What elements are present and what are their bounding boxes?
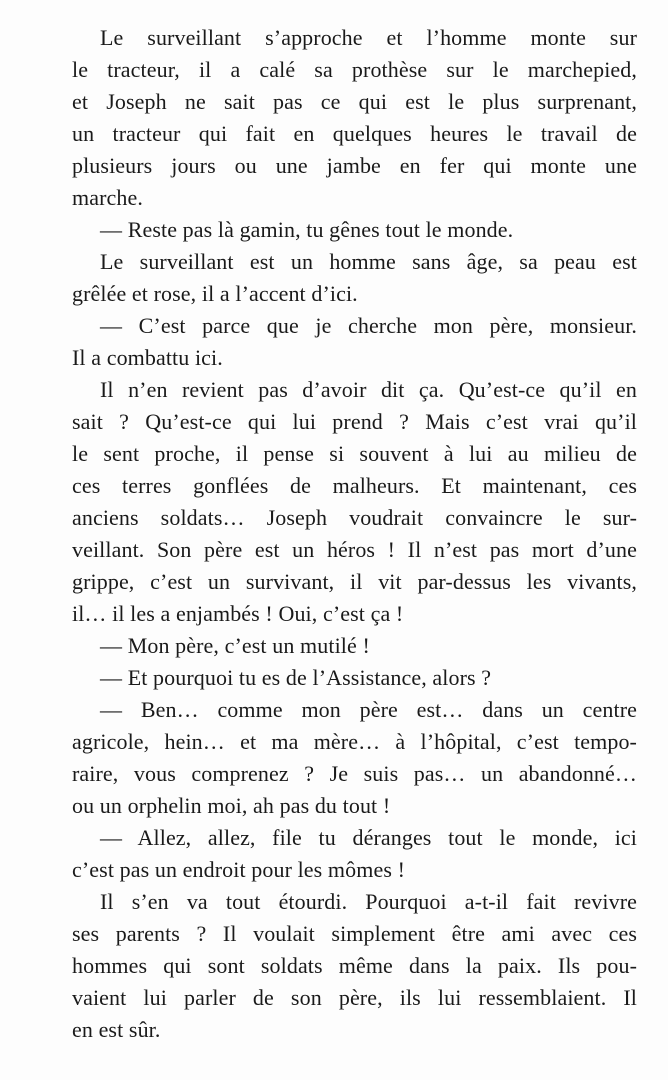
text-line: Le surveillant est un homme sans âge, sa peau est (100, 249, 637, 274)
text-line: anciens soldats… Joseph voudrait convaincre le sur- (72, 505, 637, 530)
text-line: plusieurs jours ou une jambe en fer qui monte une (72, 153, 637, 178)
text-line: sait ? Qu’est-ce qui lui prend ? Mais c’est vrai qu’il (72, 409, 637, 434)
text-line: en est sûr. (72, 1017, 161, 1042)
text-line: — C’est parce que je cherche mon père, monsieur. (100, 313, 637, 338)
text-line: — Mon père, c’est un mutilé ! (100, 633, 370, 658)
text-line: Il s’en va tout étourdi. Pourquoi a-t-il fait revivre (100, 889, 637, 914)
text-line: — Ben… comme mon père est… dans un centre (100, 697, 637, 722)
text-line: le tracteur, il a calé sa prothèse sur le marchepied, (72, 57, 637, 82)
text-line: le sent proche, il pense si souvent à lui au milieu de (72, 441, 637, 466)
text-line: marche. (72, 185, 143, 210)
text-line: vaient lui parler de son père, ils lui ressemblaient. Il (72, 985, 637, 1010)
text-line: ces terres gonflées de malheurs. Et maintenant, ces (72, 473, 637, 498)
text-line: — Et pourquoi tu es de l’Assistance, alors ? (100, 665, 492, 690)
text-line: ou un orphelin moi, ah pas du tout ! (72, 793, 391, 818)
text-line: il… il les a enjambés ! Oui, c’est ça ! (72, 601, 404, 626)
text-line: hommes qui sont soldats même dans la paix. Ils pou- (72, 953, 637, 978)
text-line: — Reste pas là gamin, tu gênes tout le monde. (100, 217, 514, 242)
text-line: — Allez, allez, file tu déranges tout le monde, ici (100, 825, 637, 850)
text-line: un tracteur qui fait en quelques heures le travail de (72, 121, 637, 146)
text-line: Le surveillant s’approche et l’homme monte sur (100, 25, 637, 50)
text-line: veillant. Son père est un héros ! Il n’est pas mort d’une (72, 537, 637, 562)
text-line: grêlée et rose, il a l’accent d’ici. (72, 281, 358, 306)
text-line: Il n’en revient pas d’avoir dit ça. Qu’est-ce qu’il en (100, 377, 637, 402)
text-line: c’est pas un endroit pour les mômes ! (72, 857, 406, 882)
text-line: Il a combattu ici. (72, 345, 223, 370)
text-line: raire, vous comprenez ? Je suis pas… un abandonné… (72, 761, 637, 786)
text-line: ses parents ? Il voulait simplement être ami avec ces (72, 921, 637, 946)
text-line: grippe, c’est un survivant, il vit par-dessus les vivants, (72, 569, 637, 594)
text-line: agricole, hein… et ma mère… à l’hôpital, c’est tempo- (72, 729, 637, 754)
text-line: et Joseph ne sait pas ce qui est le plus surprenant, (72, 89, 637, 114)
